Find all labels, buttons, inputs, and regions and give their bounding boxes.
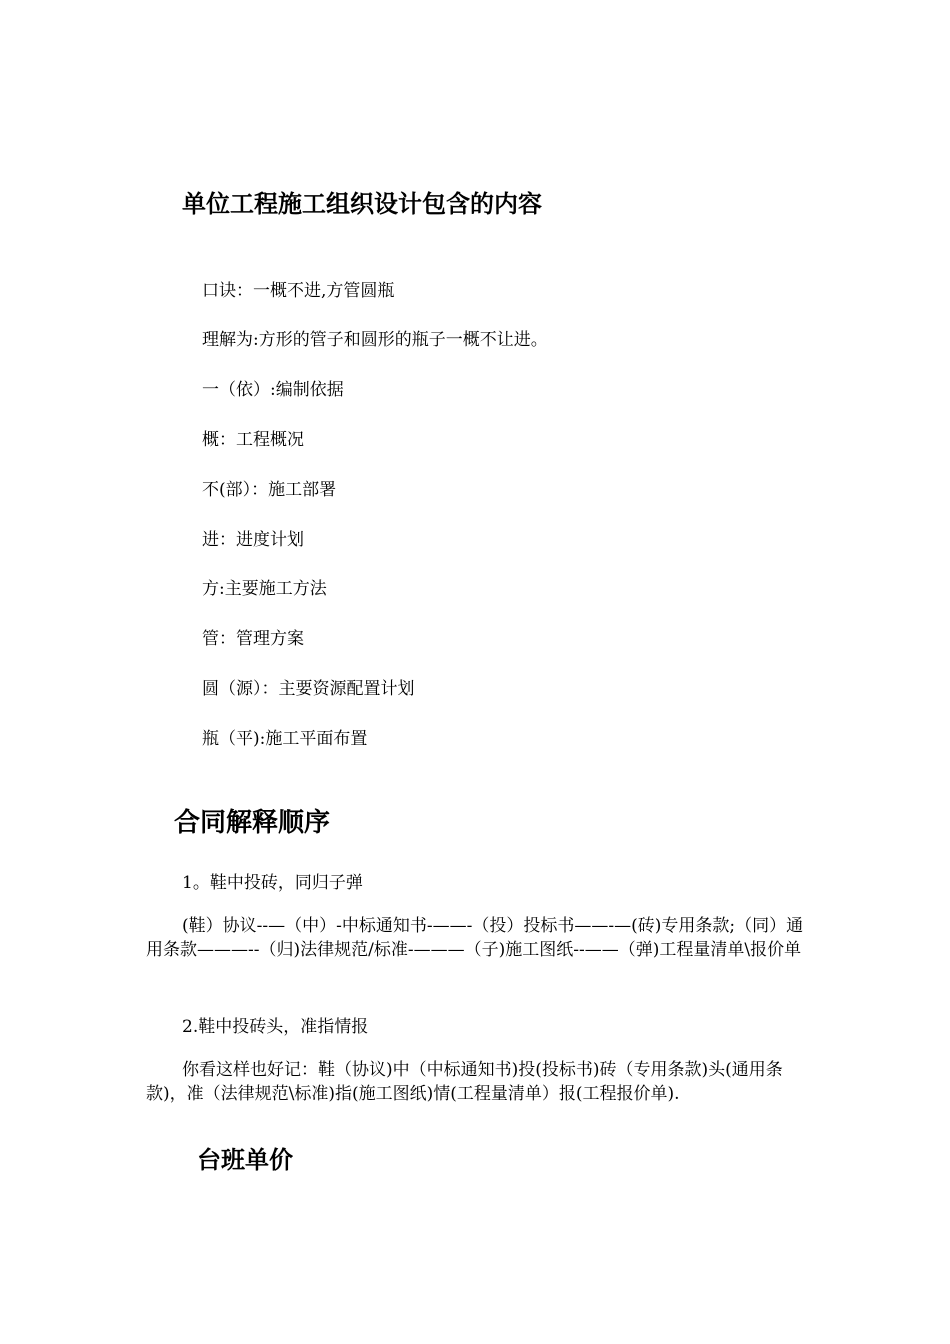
list-item: 方:主要施工方法 (202, 579, 327, 599)
list-item: 不(部）：施工部署 (202, 480, 337, 500)
list-item: 瓶（平):施工平面布置 (202, 729, 368, 749)
mnemonic-line: 口诀：一概不进,方管圆瓶 (202, 281, 395, 301)
paragraph: 你看这样也好记：鞋（协议)中（中标通知书)投(投标书)砖（专用条款)头(通用条款)，准（法律规范\标准)指(施工图纸)情(工程量清单）报(工程报价单). (146, 1060, 783, 1104)
list-item: 一（依）:编制依据 (202, 380, 344, 400)
list-item: 圆（源）：主要资源配置计划 (202, 679, 415, 699)
list-item: 概：工程概况 (202, 430, 304, 450)
paragraph: (鞋）协议--—（中）-中标通知书-——-（投）投标书——-—(砖)专用条款;（同）通用条款———--（归)法律规范/标准-———（子)施工图纸--——（弹)工程量清单\报价单 (146, 916, 804, 960)
section-title-construction-design: 单位工程施工组织设计包含的内容 (182, 190, 542, 218)
numbered-item: 2.鞋中投砖头，准指情报 (182, 1017, 369, 1037)
list-item: 进：进度计划 (202, 530, 304, 550)
numbered-item: 1。鞋中投砖，同归子弹 (182, 873, 363, 893)
section-title-machine-shift-price: 台班单价 (197, 1146, 293, 1174)
list-item: 管：管理方案 (202, 629, 304, 649)
explanation-line: 理解为:方形的管子和圆形的瓶子一概不让进。 (202, 330, 548, 350)
section-title-contract-order: 合同解释顺序 (174, 808, 331, 838)
